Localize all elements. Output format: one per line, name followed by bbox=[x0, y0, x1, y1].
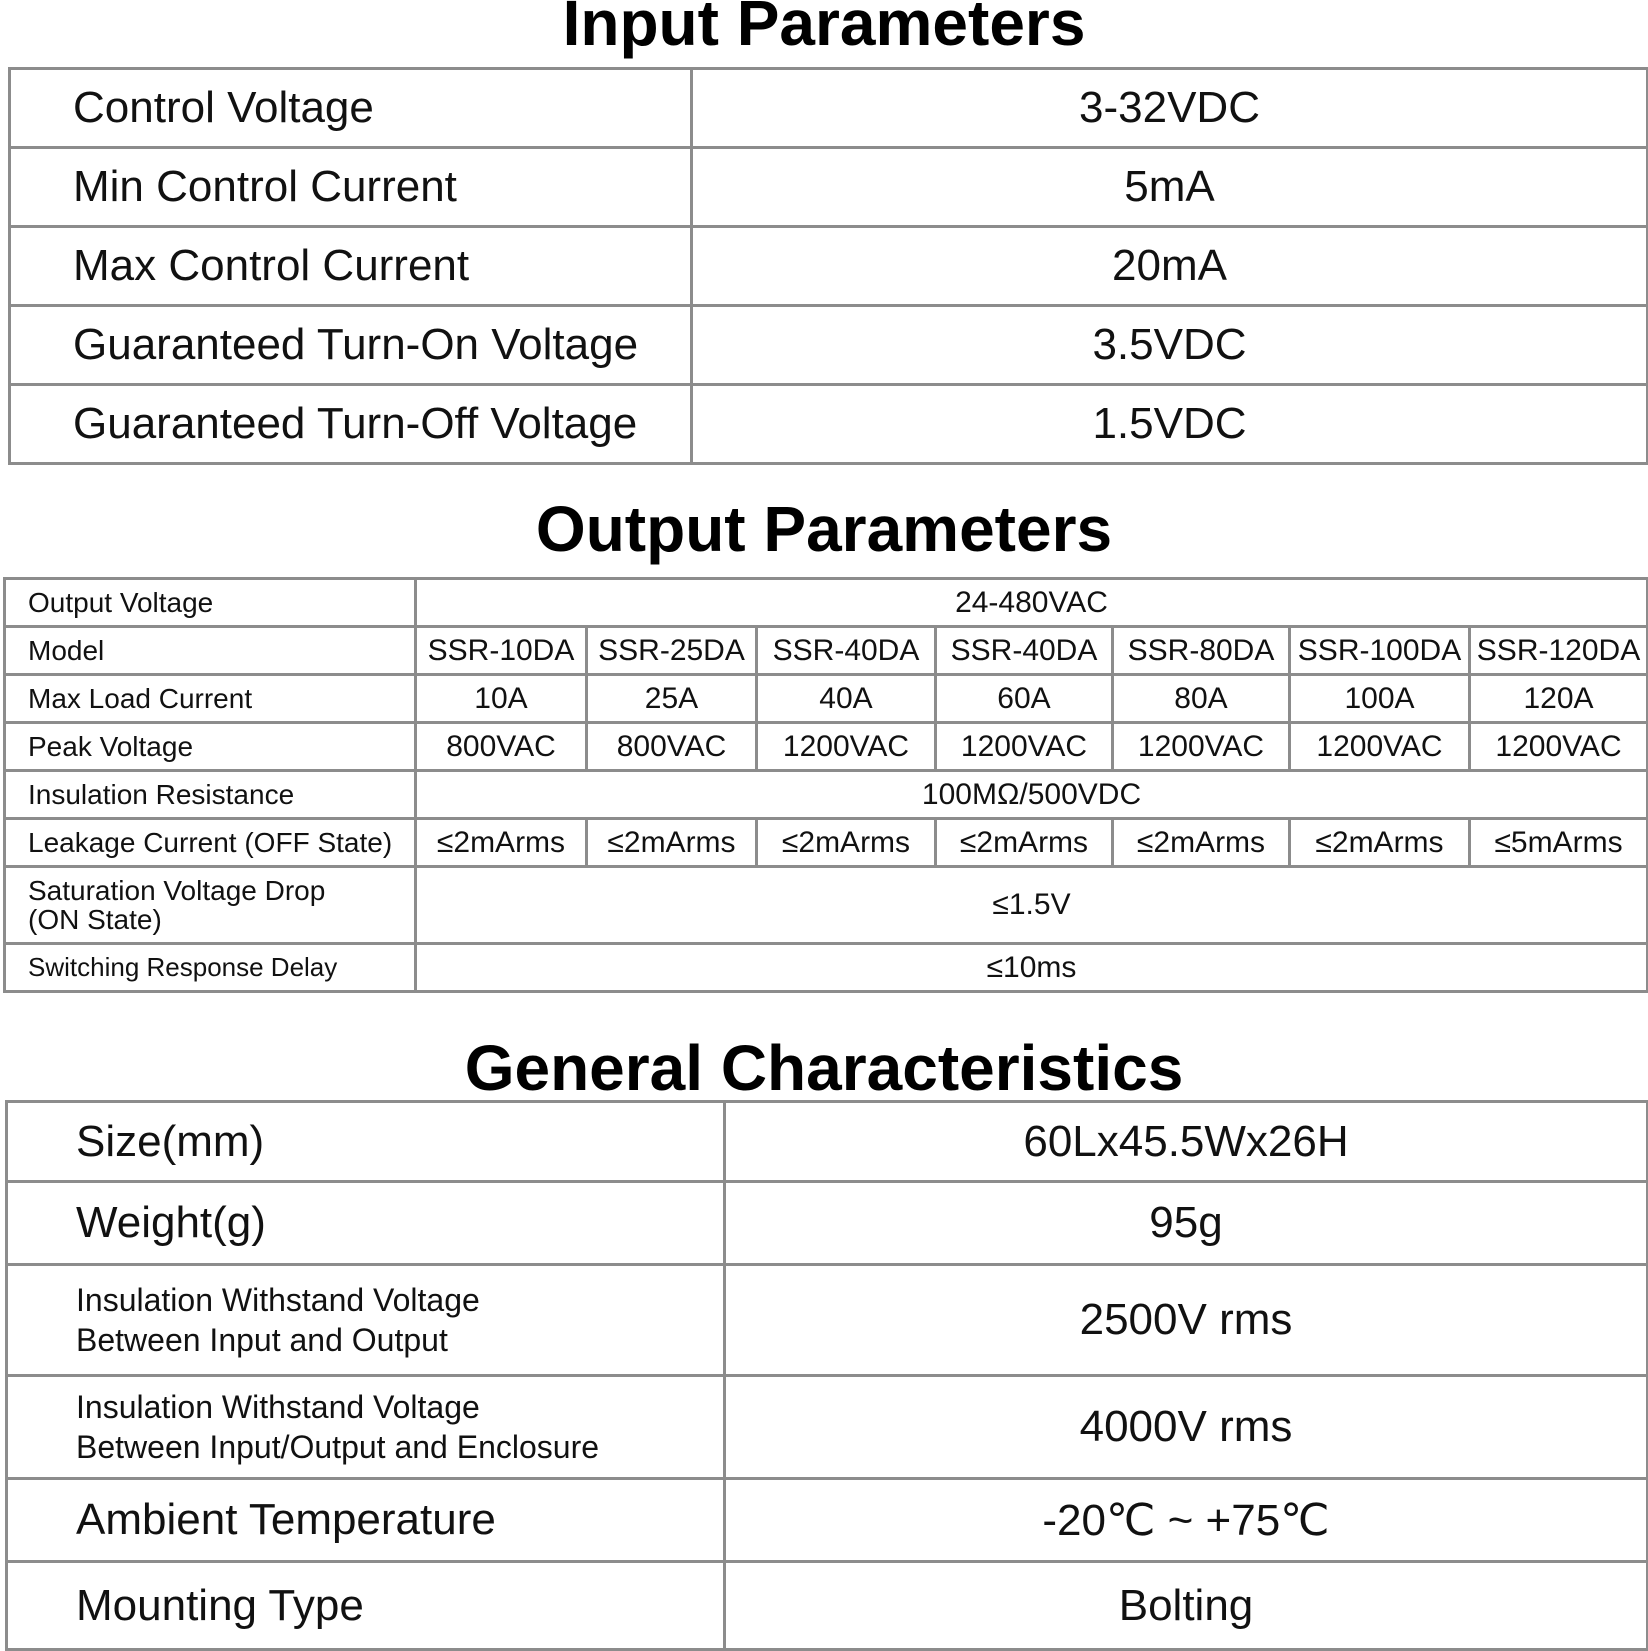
peak-voltage-cell: 1200VAC bbox=[1113, 723, 1290, 771]
peak-voltage-label: Peak Voltage bbox=[5, 723, 416, 771]
leakage-current-cell: ≤2mArms bbox=[936, 819, 1113, 867]
insulation-enclosure-value: 4000V rms bbox=[725, 1376, 1648, 1479]
peak-voltage-cell: 1200VAC bbox=[936, 723, 1113, 771]
peak-voltage-cell: 800VAC bbox=[587, 723, 757, 771]
model-cell: SSR-120DA bbox=[1470, 627, 1648, 675]
peak-voltage-cell: 1200VAC bbox=[757, 723, 936, 771]
max-control-current-value: 20mA bbox=[692, 227, 1648, 306]
turn-off-voltage-label: Guaranteed Turn-Off Voltage bbox=[10, 385, 692, 464]
leakage-current-cell: ≤2mArms bbox=[1290, 819, 1470, 867]
model-label: Model bbox=[5, 627, 416, 675]
weight-label: Weight(g) bbox=[7, 1182, 725, 1265]
insulation-enclosure-label-line1: Insulation Withstand Voltage bbox=[76, 1389, 480, 1425]
table-row bbox=[10, 385, 1648, 464]
model-cell: SSR-10DA bbox=[416, 627, 587, 675]
max-load-current-cell: 100A bbox=[1290, 675, 1470, 723]
max-load-current-cell: 40A bbox=[757, 675, 936, 723]
insulation-io-value: 2500V rms bbox=[725, 1265, 1648, 1376]
leakage-current-cell: ≤2mArms bbox=[1113, 819, 1290, 867]
table-row bbox=[10, 306, 1648, 385]
table-row bbox=[5, 579, 1648, 627]
turn-off-voltage-value: 1.5VDC bbox=[692, 385, 1648, 464]
max-control-current-label: Max Control Current bbox=[10, 227, 692, 306]
saturation-voltage-drop-label-line2: (ON State) bbox=[28, 904, 162, 935]
saturation-voltage-drop-label-line1: Saturation Voltage Drop bbox=[28, 875, 326, 906]
turn-on-voltage-label: Guaranteed Turn-On Voltage bbox=[10, 306, 692, 385]
table-row bbox=[5, 723, 1648, 771]
peak-voltage-cell: 1200VAC bbox=[1290, 723, 1470, 771]
max-load-current-cell: 10A bbox=[416, 675, 587, 723]
model-cell: SSR-40DA bbox=[936, 627, 1113, 675]
leakage-current-cell: ≤5mArms bbox=[1470, 819, 1648, 867]
ambient-temperature-label: Ambient Temperature bbox=[7, 1479, 725, 1562]
output-parameters-table bbox=[3, 577, 1648, 993]
size-value: 60Lx45.5Wx26H bbox=[725, 1102, 1648, 1182]
table-row bbox=[5, 675, 1648, 723]
table-row bbox=[7, 1102, 1648, 1182]
min-control-current-value: 5mA bbox=[692, 148, 1648, 227]
max-load-current-cell: 80A bbox=[1113, 675, 1290, 723]
min-control-current-label: Min Control Current bbox=[10, 148, 692, 227]
max-load-current-label: Max Load Current bbox=[5, 675, 416, 723]
table-row bbox=[5, 819, 1648, 867]
saturation-voltage-drop-value: ≤1.5V bbox=[416, 867, 1648, 944]
turn-on-voltage-value: 3.5VDC bbox=[692, 306, 1648, 385]
table-row bbox=[5, 771, 1648, 819]
model-cell: SSR-80DA bbox=[1113, 627, 1290, 675]
table-row bbox=[5, 867, 1648, 944]
control-voltage-label: Control Voltage bbox=[10, 69, 692, 148]
max-load-current-cell: 60A bbox=[936, 675, 1113, 723]
peak-voltage-cell: 800VAC bbox=[416, 723, 587, 771]
insulation-enclosure-label-line2: Between Input/Output and Enclosure bbox=[76, 1429, 600, 1465]
switching-response-delay-label: Switching Response Delay bbox=[5, 944, 416, 992]
general-characteristics-table bbox=[5, 1100, 1648, 1651]
input-parameters-table bbox=[8, 67, 1648, 465]
leakage-current-cell: ≤2mArms bbox=[416, 819, 587, 867]
max-load-current-cell: 120A bbox=[1470, 675, 1648, 723]
table-row bbox=[7, 1182, 1648, 1265]
table-row bbox=[7, 1562, 1648, 1650]
size-label: Size(mm) bbox=[7, 1102, 725, 1182]
table-row bbox=[7, 1376, 1648, 1479]
table-row bbox=[7, 1479, 1648, 1562]
table-row bbox=[10, 69, 1648, 148]
insulation-io-label-line2: Between Input and Output bbox=[76, 1322, 448, 1358]
max-load-current-cell: 25A bbox=[587, 675, 757, 723]
insulation-io-label bbox=[7, 1265, 725, 1376]
control-voltage-value: 3-32VDC bbox=[692, 69, 1648, 148]
output-parameters-title: Output Parameters bbox=[535, 493, 1113, 565]
model-cell: SSR-40DA bbox=[757, 627, 936, 675]
ambient-temperature-value: -20℃ ~ +75℃ bbox=[725, 1479, 1648, 1562]
leakage-current-label: Leakage Current (OFF State) bbox=[5, 819, 416, 867]
insulation-resistance-label: Insulation Resistance bbox=[5, 771, 416, 819]
general-characteristics-title: General Characteristics bbox=[464, 1032, 1184, 1104]
insulation-resistance-value: 100MΩ/500VDC bbox=[416, 771, 1648, 819]
saturation-voltage-drop-label bbox=[5, 867, 416, 944]
model-cell: SSR-25DA bbox=[587, 627, 757, 675]
weight-value: 95g bbox=[725, 1182, 1648, 1265]
model-cell: SSR-100DA bbox=[1290, 627, 1470, 675]
input-parameters-title: Input Parameters bbox=[562, 0, 1086, 59]
output-voltage-value: 24-480VAC bbox=[416, 579, 1648, 627]
leakage-current-cell: ≤2mArms bbox=[587, 819, 757, 867]
table-row bbox=[5, 944, 1648, 992]
insulation-enclosure-label bbox=[7, 1376, 725, 1479]
peak-voltage-cell: 1200VAC bbox=[1470, 723, 1648, 771]
mounting-type-value: Bolting bbox=[725, 1562, 1648, 1650]
switching-response-delay-value: ≤10ms bbox=[416, 944, 1648, 992]
mounting-type-label: Mounting Type bbox=[7, 1562, 725, 1650]
output-voltage-label: Output Voltage bbox=[5, 579, 416, 627]
table-row bbox=[10, 227, 1648, 306]
table-row bbox=[7, 1265, 1648, 1376]
table-row bbox=[10, 148, 1648, 227]
table-row bbox=[5, 627, 1648, 675]
leakage-current-cell: ≤2mArms bbox=[757, 819, 936, 867]
insulation-io-label-line1: Insulation Withstand Voltage bbox=[76, 1282, 480, 1318]
